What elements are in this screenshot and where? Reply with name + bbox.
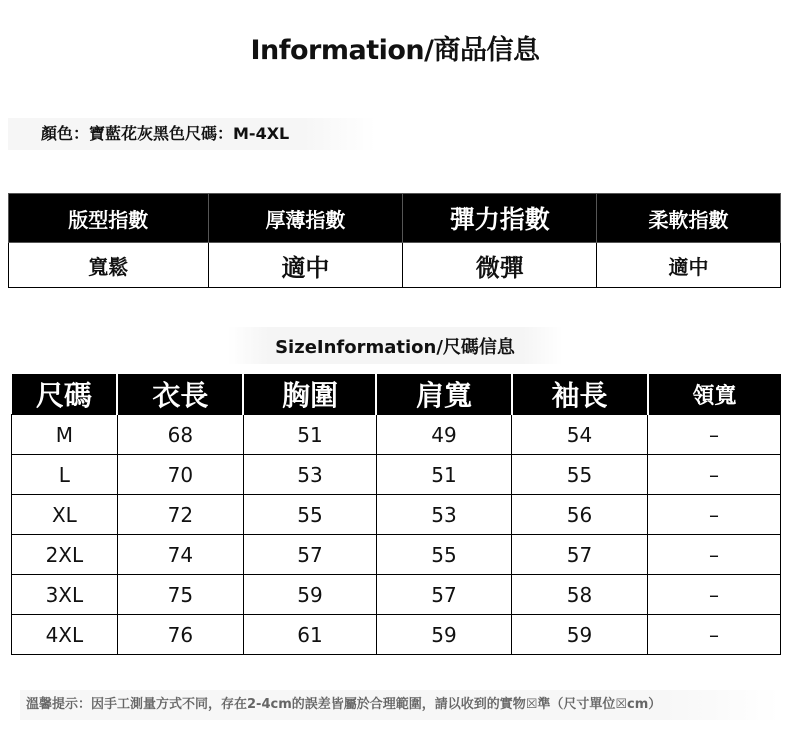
sleeve-cell: 56 [512, 495, 648, 535]
table-row [12, 575, 781, 615]
fabric-index-table [8, 193, 781, 288]
sleeve-cell: 58 [512, 575, 648, 615]
length-cell: 74 [117, 535, 243, 575]
shoulder-cell: 49 [376, 415, 511, 455]
size-cell: 3XL [12, 575, 118, 615]
shoulder-cell: 53 [376, 495, 511, 535]
size-cell: M [12, 415, 118, 455]
index-header-thickness: 厚薄指數 [208, 194, 403, 243]
size-cell: 4XL [12, 615, 118, 655]
size-header-collar: 領寬 [648, 374, 781, 415]
collar-cell: – [648, 615, 781, 655]
sleeve-cell: 55 [512, 455, 648, 495]
chest-cell: 59 [243, 575, 376, 615]
shoulder-cell: 59 [376, 615, 511, 655]
size-cell: XL [12, 495, 118, 535]
index-header-fit: 版型指數 [9, 194, 209, 243]
index-header-softness: 柔軟指數 [597, 194, 781, 243]
size-header-chest: 胸圍 [243, 374, 376, 415]
length-cell: 70 [117, 455, 243, 495]
collar-cell: – [648, 455, 781, 495]
index-header-elasticity: 彈力指數 [403, 194, 597, 243]
size-header-row [12, 374, 781, 415]
size-header-sleeve: 袖長 [512, 374, 648, 415]
index-header-row [9, 194, 781, 243]
index-value-fit: 寬鬆 [9, 243, 209, 288]
table-row [12, 535, 781, 575]
sleeve-cell: 57 [512, 535, 648, 575]
size-section-title: SizeInformation/尺碼信息 [275, 337, 515, 358]
size-table [11, 374, 781, 655]
chest-cell: 61 [243, 615, 376, 655]
table-row [12, 615, 781, 655]
index-value-softness: 適中 [597, 243, 781, 288]
length-cell: 76 [117, 615, 243, 655]
collar-cell: – [648, 575, 781, 615]
table-row [12, 495, 781, 535]
index-value-row [9, 243, 781, 288]
index-value-elasticity: 微彈 [403, 243, 597, 288]
measurement-note: 溫馨提示：因手工測量方式不同，存在2-4cm的誤差皆屬於合理範圍，請以收到的實物☒準（尺寸單位☒cm） [20, 690, 780, 720]
sleeve-cell: 59 [512, 615, 648, 655]
chest-cell: 53 [243, 455, 376, 495]
length-cell: 75 [117, 575, 243, 615]
length-cell: 72 [117, 495, 243, 535]
size-header-size: 尺碼 [12, 374, 118, 415]
index-value-thickness: 適中 [208, 243, 403, 288]
shoulder-cell: 51 [376, 455, 511, 495]
chest-cell: 51 [243, 415, 376, 455]
color-size-line: 顏色：寶藍花灰黑色尺碼：M-4XL [8, 118, 376, 150]
size-header-length: 衣長 [117, 374, 243, 415]
chest-cell: 55 [243, 495, 376, 535]
chest-cell: 57 [243, 535, 376, 575]
shoulder-cell: 55 [376, 535, 511, 575]
size-cell: 2XL [12, 535, 118, 575]
collar-cell: – [648, 415, 781, 455]
sleeve-cell: 54 [512, 415, 648, 455]
page-title: Information/商品信息 [250, 35, 540, 66]
length-cell: 68 [117, 415, 243, 455]
size-header-shoulder: 肩寬 [376, 374, 511, 415]
shoulder-cell: 57 [376, 575, 511, 615]
collar-cell: – [648, 535, 781, 575]
collar-cell: – [648, 495, 781, 535]
size-cell: L [12, 455, 118, 495]
table-row [12, 455, 781, 495]
table-row [12, 415, 781, 455]
